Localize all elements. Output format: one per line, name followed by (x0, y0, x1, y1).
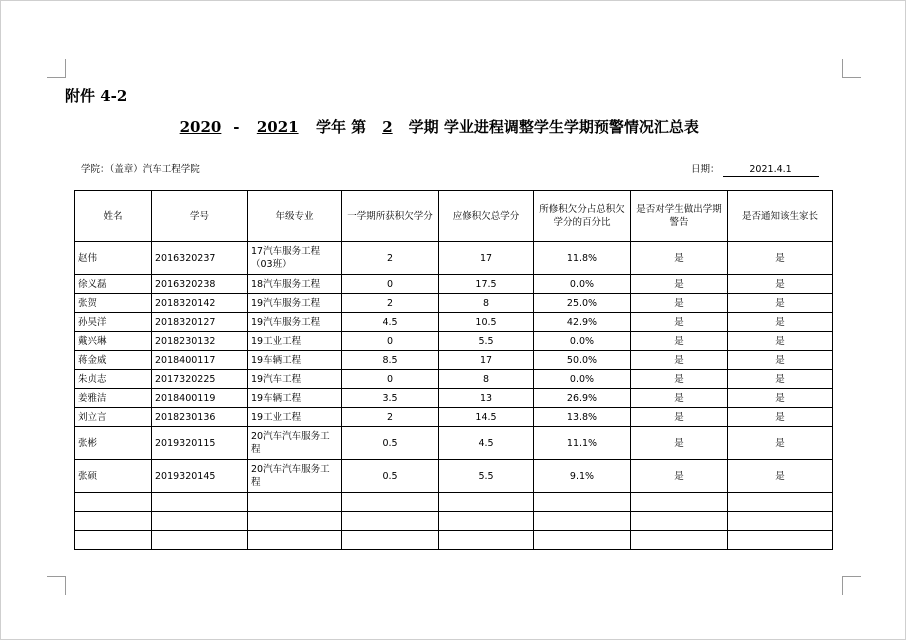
cell-term-credits: 0 (342, 275, 439, 294)
empty-cell (75, 493, 152, 512)
cell-name: 张硕 (75, 460, 152, 493)
header-warning-issued: 是否对学生做出学期警告 (631, 191, 728, 242)
cell-name: 戴兴琳 (75, 332, 152, 351)
cell-term-credits: 4.5 (342, 313, 439, 332)
cell-grade-major: 20汽车汽车服务工程 (248, 460, 342, 493)
cell-name: 孙昊洋 (75, 313, 152, 332)
cell-parent-notified: 是 (728, 242, 833, 275)
table-row (75, 242, 833, 275)
empty-cell (534, 531, 631, 550)
date-value: 2021.4.1 (723, 164, 819, 177)
cell-percentage: 25.0% (534, 294, 631, 313)
table-header-row (75, 191, 833, 242)
cell-name: 徐义磊 (75, 275, 152, 294)
cell-total-credits: 17.5 (439, 275, 534, 294)
empty-row (75, 531, 833, 550)
table-row (75, 460, 833, 493)
attachment-label: 附件 4-2 (65, 87, 128, 105)
cell-parent-notified: 是 (728, 294, 833, 313)
cell-total-credits: 5.5 (439, 332, 534, 351)
empty-cell (152, 512, 248, 531)
cell-warning-issued: 是 (631, 313, 728, 332)
cell-grade-major: 19车辆工程 (248, 389, 342, 408)
table-row (75, 275, 833, 294)
cell-percentage: 0.0% (534, 370, 631, 389)
cell-term-credits: 2 (342, 294, 439, 313)
crop-mark-bottom-right (842, 576, 861, 595)
document-title (173, 116, 699, 137)
cell-name: 张彬 (75, 427, 152, 460)
empty-cell (248, 531, 342, 550)
cell-grade-major: 19车辆工程 (248, 351, 342, 370)
cell-name: 张贺 (75, 294, 152, 313)
year-start: 2020 (179, 118, 222, 136)
empty-row (75, 512, 833, 531)
cell-student-id: 2018230136 (152, 408, 248, 427)
cell-name: 赵伟 (75, 242, 152, 275)
cell-term-credits: 0.5 (342, 427, 439, 460)
empty-cell (728, 531, 833, 550)
empty-cell (534, 512, 631, 531)
table-row (75, 389, 833, 408)
empty-cell (439, 512, 534, 531)
cell-student-id: 2018400119 (152, 389, 248, 408)
cell-parent-notified: 是 (728, 313, 833, 332)
cell-warning-issued: 是 (631, 460, 728, 493)
cell-percentage: 11.8% (534, 242, 631, 275)
cell-parent-notified: 是 (728, 389, 833, 408)
cell-total-credits: 8 (439, 370, 534, 389)
empty-cell (342, 493, 439, 512)
cell-name: 朱贞志 (75, 370, 152, 389)
header-student-id: 学号 (152, 191, 248, 242)
crop-mark-top-left (47, 59, 66, 78)
table-row (75, 294, 833, 313)
cell-grade-major: 19汽车服务工程 (248, 313, 342, 332)
cell-parent-notified: 是 (728, 460, 833, 493)
empty-cell (631, 493, 728, 512)
cell-name: 姜雅洁 (75, 389, 152, 408)
date-field (691, 161, 819, 177)
cell-warning-issued: 是 (631, 242, 728, 275)
crop-mark-bottom-left (47, 576, 66, 595)
crop-mark-top-right (842, 59, 861, 78)
term-number: 2 (382, 118, 393, 136)
cell-percentage: 13.8% (534, 408, 631, 427)
cell-total-credits: 17 (439, 351, 534, 370)
header-term-credits: 一学期所获积欠学分 (342, 191, 439, 242)
empty-cell (75, 512, 152, 531)
cell-percentage: 42.9% (534, 313, 631, 332)
cell-term-credits: 0 (342, 332, 439, 351)
cell-total-credits: 13 (439, 389, 534, 408)
empty-cell (631, 531, 728, 550)
cell-student-id: 2018400117 (152, 351, 248, 370)
cell-term-credits: 8.5 (342, 351, 439, 370)
cell-grade-major: 19工业工程 (248, 408, 342, 427)
cell-warning-issued: 是 (631, 332, 728, 351)
cell-total-credits: 10.5 (439, 313, 534, 332)
header-grade-major: 年级专业 (248, 191, 342, 242)
date-label: 日期： (691, 164, 720, 175)
cell-parent-notified: 是 (728, 351, 833, 370)
cell-student-id: 2018320127 (152, 313, 248, 332)
cell-warning-issued: 是 (631, 389, 728, 408)
empty-cell (152, 493, 248, 512)
header-percentage: 所修积欠分占总积欠学分的百分比 (534, 191, 631, 242)
cell-term-credits: 2 (342, 408, 439, 427)
cell-grade-major: 19汽车工程 (248, 370, 342, 389)
table-row (75, 427, 833, 460)
table-row (75, 351, 833, 370)
cell-student-id: 2018320142 (152, 294, 248, 313)
cell-warning-issued: 是 (631, 294, 728, 313)
cell-warning-issued: 是 (631, 427, 728, 460)
cell-total-credits: 4.5 (439, 427, 534, 460)
empty-cell (342, 531, 439, 550)
empty-row (75, 493, 833, 512)
cell-grade-major: 17汽车服务工程（03班） (248, 242, 342, 275)
cell-term-credits: 3.5 (342, 389, 439, 408)
table-row (75, 408, 833, 427)
warning-summary-table (74, 190, 833, 550)
cell-student-id: 2016320237 (152, 242, 248, 275)
cell-student-id: 2017320225 (152, 370, 248, 389)
year-end: 2021 (256, 118, 299, 136)
cell-percentage: 26.9% (534, 389, 631, 408)
cell-warning-issued: 是 (631, 351, 728, 370)
empty-cell (342, 512, 439, 531)
cell-term-credits: 0 (342, 370, 439, 389)
empty-cell (248, 493, 342, 512)
year-dash: - (233, 118, 240, 136)
cell-total-credits: 5.5 (439, 460, 534, 493)
cell-percentage: 0.0% (534, 275, 631, 294)
table-row (75, 332, 833, 351)
cell-grade-major: 20汽车汽车服务工程 (248, 427, 342, 460)
cell-student-id: 2016320238 (152, 275, 248, 294)
cell-percentage: 50.0% (534, 351, 631, 370)
cell-warning-issued: 是 (631, 275, 728, 294)
cell-parent-notified: 是 (728, 332, 833, 351)
cell-percentage: 9.1% (534, 460, 631, 493)
label-term: 学期 学业进程调整学生学期预警情况汇总表 (408, 118, 699, 136)
empty-cell (439, 531, 534, 550)
header-parent-notified: 是否通知该生家长 (728, 191, 833, 242)
empty-cell (439, 493, 534, 512)
cell-student-id: 2019320145 (152, 460, 248, 493)
college-label: 学院：（盖章）汽车工程学院 (81, 164, 200, 175)
cell-grade-major: 19汽车服务工程 (248, 294, 342, 313)
cell-percentage: 0.0% (534, 332, 631, 351)
cell-grade-major: 19工业工程 (248, 332, 342, 351)
cell-name: 蒋金威 (75, 351, 152, 370)
cell-parent-notified: 是 (728, 408, 833, 427)
cell-student-id: 2019320115 (152, 427, 248, 460)
cell-total-credits: 14.5 (439, 408, 534, 427)
empty-cell (534, 493, 631, 512)
header-name: 姓名 (75, 191, 152, 242)
empty-cell (728, 493, 833, 512)
cell-grade-major: 18汽车服务工程 (248, 275, 342, 294)
cell-total-credits: 8 (439, 294, 534, 313)
cell-parent-notified: 是 (728, 275, 833, 294)
empty-cell (152, 531, 248, 550)
cell-total-credits: 17 (439, 242, 534, 275)
cell-name: 刘立言 (75, 408, 152, 427)
table-row (75, 370, 833, 389)
empty-cell (631, 512, 728, 531)
empty-cell (248, 512, 342, 531)
header-total-credits: 应修积欠总学分 (439, 191, 534, 242)
cell-percentage: 11.1% (534, 427, 631, 460)
label-year: 学年 第 (315, 118, 367, 136)
empty-cell (75, 531, 152, 550)
cell-term-credits: 2 (342, 242, 439, 275)
cell-parent-notified: 是 (728, 370, 833, 389)
cell-parent-notified: 是 (728, 427, 833, 460)
cell-warning-issued: 是 (631, 370, 728, 389)
empty-cell (728, 512, 833, 531)
cell-student-id: 2018230132 (152, 332, 248, 351)
cell-warning-issued: 是 (631, 408, 728, 427)
table-row (75, 313, 833, 332)
cell-term-credits: 0.5 (342, 460, 439, 493)
